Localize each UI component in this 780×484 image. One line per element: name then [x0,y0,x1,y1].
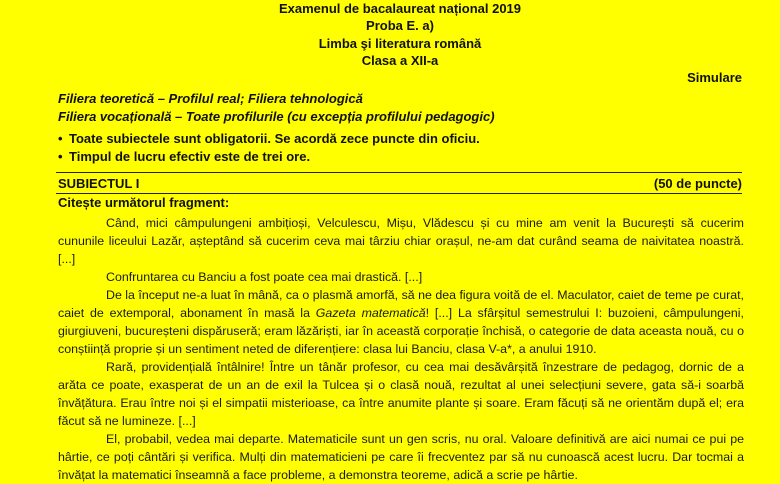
exam-class: Clasa a XII-a [361,53,439,68]
fragment-paragraph: Când, mici câmpulungeni ambițioși, Velculescu, Mișu, Vlădescu și cu mine am venit la București să cucerim cununile liceului Lazăr, așteptând să cucerim ceva mai târziu chiar orașul, ne-am dat curând seama de naivitatea noastră. [...] [58,216,744,266]
filiera-line-1: Filiera teoretică – Profilul real; Filiera tehnologică [58,91,363,106]
exam-subject: Limba şi literatura română [318,36,482,51]
fragment-paragraph: Confruntarea cu Banciu a fost poate cea mai drastică. [...] [106,270,423,284]
fragment-paragraph [58,286,744,358]
bullet-icon: • [58,149,63,164]
subject-title: SUBIECTUL I [58,176,140,191]
fragment-paragraph: El, probabil, vedea mai departe. Matematicile sunt un gen scris, nu oral. Valoare definitivă are aici numai ce pui pe hârtie, ce poți cântări și verifica. Mulți din matematicieni pe care îi frecventez par să nu cunoască acest lucru. Dar tocmai a învățat la matematici înseamnă a face probleme, a demonstra teoreme, adică a scrie pe hârtie. [58,432,744,482]
rule-text: Timpul de lucru efectiv este de trei ore. [69,149,311,164]
fragment-text-run: ! [...] La sfârșitul semestrului I: buzoieni, câmpulungeni, giurgiuveni, bucureșteni dispăruseră; eram lăzăriști, iar în această corporație închisă, o categorie de data aceasta nouă, cu o conștiință proprie și un sentiment neted de diferențiere: clasa lui Banciu, clasa V-a*, a anului 1910. [58,306,744,356]
fragment-instruction: Citește următorul fragment: [58,195,230,210]
bullet-icon: • [58,131,63,146]
rule-item [58,148,310,166]
fragment-text-run: De la început ne-a luat în mână, ca o plasmă amorfă, să ne dea figura voită de el. Maculator, caiet de teme pe curat, caiet de extemporal, abonament în masă la [58,288,744,320]
rule-item [58,130,480,148]
divider [56,193,742,194]
exam-title: Examenul de bacalaureat național 2019 [278,1,522,16]
subject-points: (50 de puncte) [653,176,742,191]
gazeta-title: Gazeta matematică [315,306,426,320]
fragment-paragraph: Rară, providențială întâlnire! Între un tânăr profesor, cu cea mai desăvârșită înzestrare de pedagog, dornic de a arăta ce poate, exasperat de un an de exil la Tulcea și o clasă nouă, rezultat al unei selecțiuni severe, gata să-i soarbă învățătura. Erau între noi și el simpatii misterioase, ca între anumite plante și soare. Eram făcuți să ne orientăm după el; era făcut să ne lumineze. [...] [58,360,744,428]
divider [56,172,742,173]
rule-text: Toate subiectele sunt obligatorii. Se acordă zece puncte din oficiu. [69,131,480,146]
exam-proba: Proba E. a) [366,18,434,33]
fragment-text [58,214,744,484]
filiera-line-2: Filiera vocațională – Toate profilurile (cu excepția profilului pedagogic) [58,109,495,124]
simulare-label: Simulare [687,70,742,85]
